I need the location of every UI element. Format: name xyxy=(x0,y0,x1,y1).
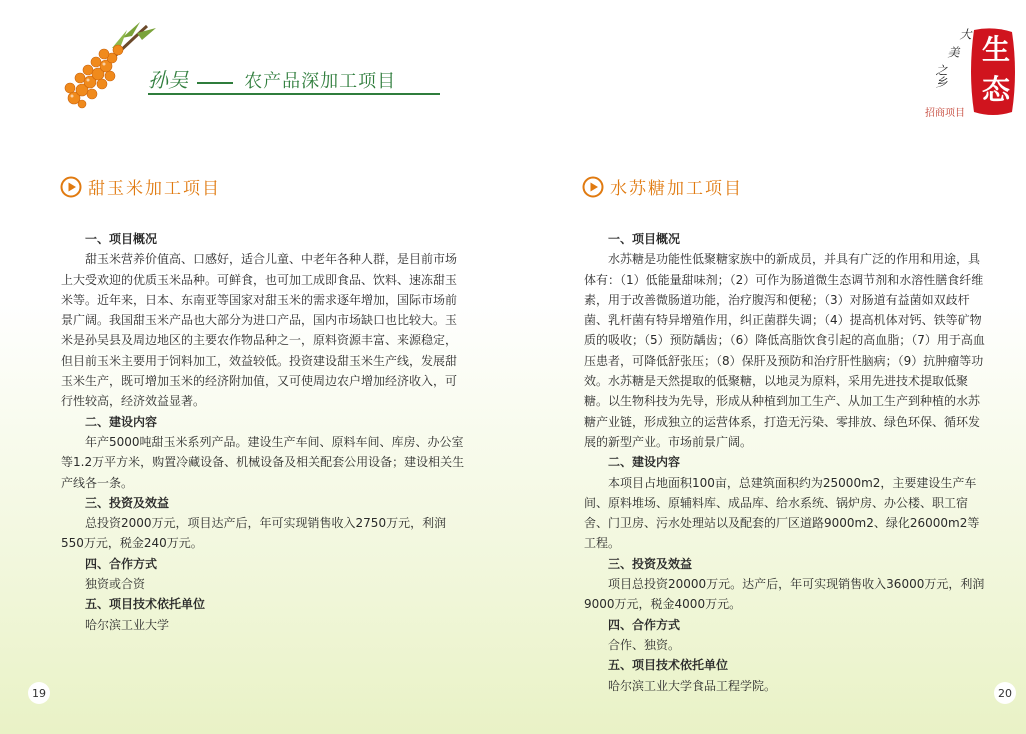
right-paragraph-5: 哈尔滨工业大学食品工程学院。 xyxy=(608,678,777,693)
right-paragraph-2: 本项目占地面积100亩，总建筑面积约为25000m2，主要建设生产车间、原料堆场、原辅料库、成品库、给水系统、锅炉房、办公楼、职工宿舍、门卫房、污水处理站以及配套的厂区道路9000m2、绿化26000m2等工程。 xyxy=(584,475,980,551)
play-circle-icon xyxy=(60,176,82,198)
right-heading-1: 一、项目概况 xyxy=(608,232,681,246)
seal-char-2: 态 xyxy=(981,73,1010,106)
right-paragraph-1: 水苏糖是功能性低聚糖家族中的新成员，并具有广泛的作用和用途，具体有：（1）低能量甜味剂；（2）可作为肠道微生态调节剂和水溶性膳食纤维素，用于改善微肠道功能，治疗腹泻和便秘；（3）对肠道有益菌如双歧杆菌、乳杆菌有特异增殖作用，纠正菌群失调；（4）提高机体对钙、铁等矿物质的吸收；（5）预防龋齿；（6）降低高脂饮食引起的高血脂；（7）用于高血压患者，可降低舒张压；（8）保肝及预防和治疗肝性脑病；（9）抗肿瘤等功效。水苏糖是天然提取的低聚糖，以地灵为原料，采用先进技术提取低聚糖。以生物科技为先导，形成从种植到加工生产、从加工生产到种植的水苏糖产业链，形成独立的运营体系，打造无污染、零排放、绿色环保、循环发展的新型产业。市场前景广阔。 xyxy=(584,252,985,449)
seal-char-1: 生 xyxy=(981,33,1010,66)
left-paragraph-4: 独资或合资 xyxy=(85,577,146,592)
right-heading-2: 二、建设内容 xyxy=(608,455,681,470)
seal-label: 招商项目 xyxy=(925,108,965,119)
right-paragraph-4: 合作、独资。 xyxy=(608,637,681,652)
right-paragraph-3: 项目总投资20000万元。达产后，年可实现销售收入36000万元，利润9000万元，税金4000万元。 xyxy=(584,577,985,612)
left-heading-3: 三、投资及效益 xyxy=(85,495,170,510)
header-dash xyxy=(197,82,233,84)
left-heading-4: 四、合作方式 xyxy=(85,556,158,571)
header-script-text: 孙吴 xyxy=(148,68,188,92)
page-number-right: 20 xyxy=(994,682,1016,704)
left-paragraph-5: 哈尔滨工业大学 xyxy=(85,617,170,632)
right-column xyxy=(584,229,989,696)
vertical-text-2: 美 xyxy=(946,46,960,58)
left-heading-1: 一、项目概况 xyxy=(85,232,158,246)
header-title-bar xyxy=(148,64,438,93)
left-paragraph-3: 总投资2000万元，项目达产后，年可实现销售收入2750万元，利润550万元，税金240万元。 xyxy=(61,516,447,551)
header-underline xyxy=(148,93,440,95)
right-section-title-text: 水苏糖加工项目 xyxy=(610,179,743,199)
left-heading-2: 二、建设内容 xyxy=(85,414,158,429)
seal-characters xyxy=(978,30,1014,110)
left-heading-5: 五、项目技术依托单位 xyxy=(85,597,206,612)
vertical-text-3: 之乡 xyxy=(934,64,948,88)
vertical-text-1: 大 xyxy=(958,28,972,40)
left-paragraph-2: 年产5000吨甜玉米系列产品。建设生产车间、原料车间、库房、办公室等1.2万平方米，购置冷藏设备、机械设备及相关配套公用设备；建设相关生产线各一条。 xyxy=(61,434,465,490)
right-heading-4: 四、合作方式 xyxy=(608,617,681,632)
right-section-title xyxy=(582,174,743,199)
page-number-left: 19 xyxy=(28,682,50,704)
left-column xyxy=(61,229,466,635)
right-heading-5: 五、项目技术依托单位 xyxy=(608,658,729,673)
left-paragraph-1: 甜玉米营养价值高、口感好，适合儿童、中老年各种人群，是目前市场上大受欢迎的优质玉米品种。可鲜食，也可加工成即食品、饮料、速冻甜玉米等。近年来，日本、东南亚等国家对甜玉米的需求逐年增加，国际市场前景广阔。我国甜玉米产品也大部分为进口产品，国内市场缺口也比较大。玉米是孙吴县及周边地区的主要农作物品种之一，原料资源丰富、来源稳定，但目前玉米主要用于饲料加工，效益较低。投资建设甜玉米生产线，发展甜玉米生产，既可增加玉米的经济附加值，又可使周边农户增加经济收入，可行性较高，经济效益显著。 xyxy=(61,252,458,409)
left-section-title xyxy=(60,174,221,199)
right-heading-3: 三、投资及效益 xyxy=(608,556,693,571)
sea-buckthorn-berries-icon xyxy=(52,18,162,113)
left-section-title-text: 甜玉米加工项目 xyxy=(88,179,221,199)
play-circle-icon xyxy=(582,176,604,198)
header-title: 农产品深加工项目 xyxy=(244,71,397,92)
